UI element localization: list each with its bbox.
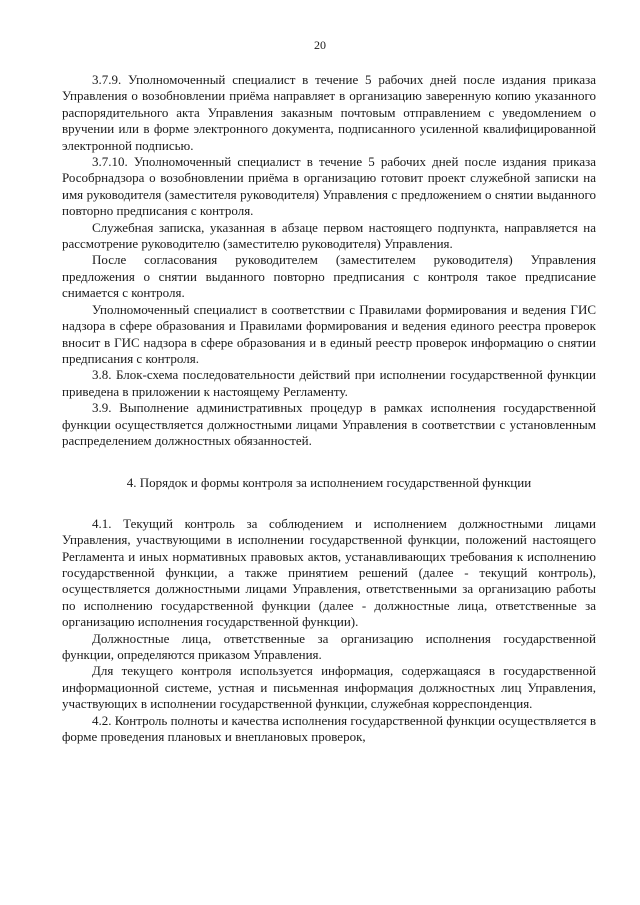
page-number: 20 bbox=[314, 38, 326, 52]
paragraph-3-9: 3.9. Выполнение административных процедур в рамках исполнения государственной функции осуществляется должностными лицами Управления в соответствии с установленным распределением должностных обязанностей. bbox=[62, 400, 596, 448]
paragraph-information: Для текущего контроля используется информация, содержащаяся в государственной информационной системе, устная и письменная информация должностных лиц Управления, участвующих в исполнении государственной функции, служебная корреспонденция. bbox=[62, 663, 596, 712]
section-heading: 4. Порядок и формы контроля за исполнением государственной функции bbox=[126, 475, 532, 491]
paragraph-gis: Уполномоченный специалист в соответствии с Правилами формирования и ведения ГИС надзора в сфере образования и Правилами формирования и ведения единого реестра проверок вносит в ГИС надзора в сфере образования и в единый реестр проверок информацию о снятии предписания с контроля. bbox=[62, 301, 596, 366]
document-body bbox=[62, 72, 596, 745]
paragraph-approval: После согласования руководителем (заместителем руководителя) Управления предложения о снятии выданного повторно предписания с контроля такое предписание снимается с контроля. bbox=[62, 252, 596, 301]
paragraph-memo: Служебная записка, указанная в абзаце первом настоящего подпункта, направляется на рассмотрение руководителю (заместителю руководителя) Управления. bbox=[62, 219, 596, 252]
paragraph-4-1: 4.1. Текущий контроль за соблюдением и исполнением должностными лицами Управления, участвующими в исполнении государственной функции, положений настоящего Регламента и иных нормативных правовых актов, устанавливающих требования к исполнению государственной функции, а также принятием решений (далее - текущий контроль), осуществляется должностными лицами Управления, ответственными за организацию работы по исполнению государственной функции (далее - должностные лица, ответственные за организацию исполнения государственной функции). bbox=[62, 515, 596, 630]
paragraph-3-7-9: 3.7.9. Уполномоченный специалист в течение 5 рабочих дней после издания приказа Управления о возобновлении приёма направляет в организацию заверенную копию указанного распорядительного акта Управления заказным почтовым отправлением с уведомлением о вручении или в форме электронного документа, подписанного усиленной квалифицированной электронной подписью. bbox=[62, 72, 596, 153]
paragraph-officials: Должностные лица, ответственные за организацию исполнения государственной функции, определяются приказом Управления. bbox=[62, 630, 596, 662]
paragraph-4-2: 4.2. Контроль полноты и качества исполнения государственной функции осуществляется в форме проведения плановых и внеплановых проверок, bbox=[62, 712, 596, 745]
paragraph-3-7-10: 3.7.10. Уполномоченный специалист в течение 5 рабочих дней после издания приказа Рособрнадзора о возобновлении приёма в организацию готовит проект служебной записки на имя руководителя (заместителя руководителя) Управления с предложением о снятии выданного повторно предписания с контроля. bbox=[62, 154, 596, 219]
paragraph-3-8: 3.8. Блок-схема последовательности действий при исполнении государственной функции приведена в приложении к настоящему Регламенту. bbox=[62, 367, 596, 399]
